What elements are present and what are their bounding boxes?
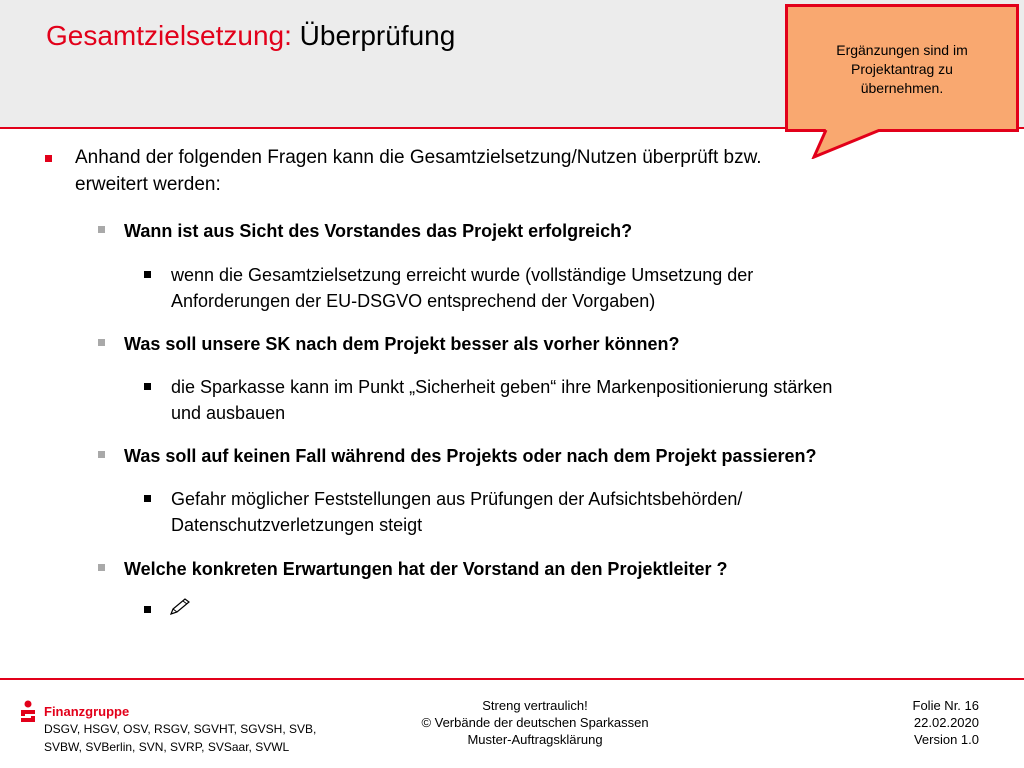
answer-2-line-2: und ausbauen	[171, 403, 286, 423]
answer-1-line-2: Anforderungen der EU-DSGVO entsprechend der Vorgaben)	[171, 291, 656, 311]
brand-line-1: DSGV, HSGV, OSV, RSGV, SGVHT, SGVSH, SVB,	[44, 722, 317, 736]
callout-line-1: Ergänzungen sind im	[836, 42, 968, 58]
sub-sub-bullet-icon	[144, 271, 151, 278]
footer-divider	[0, 678, 1024, 680]
answer-3-line-1: Gefahr möglicher Feststellungen aus Prüfungen der Aufsichtsbehörden/	[171, 489, 743, 509]
sub-bullet-icon	[98, 564, 105, 571]
sub-bullet-icon	[98, 339, 105, 346]
pencil-icon	[168, 597, 192, 617]
document-name: Muster-Auftragsklärung	[467, 732, 603, 747]
copyright-note: © Verbände der deutschen Sparkassen	[421, 715, 649, 730]
question-4: Welche konkreten Erwartungen hat der Vorstand an den Projektleiter ?	[124, 559, 728, 579]
footer-right	[913, 697, 979, 748]
question-1: Wann ist aus Sicht des Vorstandes das Projekt erfolgreich?	[124, 221, 633, 241]
sub-bullet-icon	[98, 451, 105, 458]
brand-line-2: SVBW, SVBerlin, SVN, SVRP, SVSaar, SVWL	[44, 740, 290, 754]
callout-box	[785, 4, 1019, 132]
sub-bullet-icon	[98, 226, 105, 233]
callout-tail-icon	[806, 129, 886, 159]
slide-date: 22.02.2020	[913, 715, 979, 730]
intro-line-1: Anhand der folgenden Fragen kann die Gesamtzielsetzung/Nutzen überprüft bzw.	[75, 147, 762, 168]
answer-1-line-1: wenn die Gesamtzielsetzung erreicht wurde (vollständige Umsetzung der	[171, 265, 754, 285]
slide-number: Folie Nr. 16	[912, 698, 979, 713]
callout-line-2: Projektantrag zu	[851, 61, 953, 77]
answer-2-line-1: die Sparkasse kann im Punkt „Sicherheit geben“ ihre Markenpositionierung stärken	[171, 377, 833, 397]
sparkasse-logo-icon	[18, 700, 38, 724]
intro-line-2: erweitert werden:	[75, 174, 221, 195]
question-2: Was soll unsere SK nach dem Projekt besser als vorher können?	[124, 334, 680, 354]
title-accent: Gesamtzielsetzung:	[46, 20, 292, 51]
sub-sub-bullet-icon	[144, 495, 151, 502]
callout-line-3: übernehmen.	[860, 80, 944, 96]
footer-center	[370, 697, 700, 748]
brand-associations	[44, 720, 316, 756]
title-rest: Überprüfung	[291, 20, 456, 51]
answer-3-line-2: Datenschutzverletzungen steigt	[171, 515, 423, 535]
confidentiality-note: Streng vertraulich!	[482, 698, 588, 713]
bullet-icon	[45, 155, 52, 162]
question-3: Was soll auf keinen Fall während des Projekts oder nach dem Projekt passieren?	[124, 446, 817, 466]
sub-sub-bullet-icon	[144, 606, 151, 613]
sub-sub-bullet-icon	[144, 383, 151, 390]
slide-version: Version 1.0	[913, 732, 979, 747]
brand-name: Finanzgruppe	[44, 704, 130, 719]
